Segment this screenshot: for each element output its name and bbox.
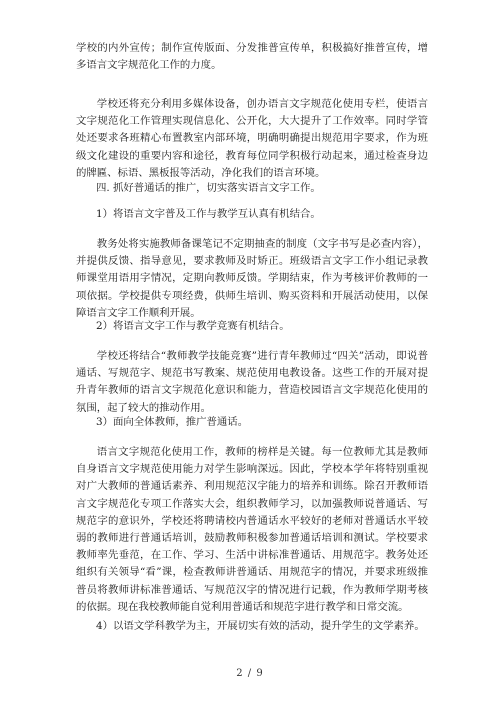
subheading-2: 2）将语言文字工作与教学竞赛有机结合。 [96,320,290,332]
subheading-3: 3）面向全体教师，推广普通话。 [96,416,249,428]
paragraph-teacher-role-model: 语言文字规范化使用工作，教师的榜样是关键。每一位教师尤其是教师自身语言文字规范使用能力对学生影响深远。因此，学校本学年将特别重视对广大教师的普通话素养、利用规范汉字能力的培养和训练。除召开教师语言文字规范化专项工作落实大会，组织教师学习，以加强教师说普通话、写规范字的意识外，学校还将聘请校内普通话水平较好的老师对普通话水平较弱的教师进行普通话培训，鼓励教师积极参加普通话培训和测试。学校要求教师率先垂范，在工作、学习、生活中讲标准普通话、用规范字。教务处还组织有关领导“看”课，检查教师讲普通话、用规范字的情况，并要求班级推普员将教师讲标准普通话、写规范汉字的情况进行记载，作为教师学期考核的依据。现在我校教师能自觉利用普通话和规范字进行教学和日常交流。 [76,446,428,613]
paragraph-lesson-plan-checks: 教务处将实施教师备课笔记不定期抽查的制度（文字书写是必查内容），并提供反馈、指导意见，要求教师及时矫正。班级语言文字工作小组记录教师课堂用语用字情况，定期向教师反馈。学期结束，作为考核评价教师的一项依据。学校提供专项经费，供师生培训、购买资料和开展活动使用，以保障语言文字工作顺利开展。 [76,238,428,319]
subheading-4: 4）以语文学科教学为主，开展切实有效的活动，提升学生的文学素养。 [96,620,425,632]
subheading-1: 1）将语言文字普及工作与教学互认真有机结合。 [96,208,321,220]
paragraph-multimedia-column: 学校还将充分利用多媒体设备，创办语言文字规范化使用专栏，使语言文字规范化工作管理实现信息化、公开化，大大提升了工作效率。同时学管处还要求各班精心布置教室内部环境，明确明确提出规范用字要求，作为班级文化建设的重要内容和途径，教育每位同学积极行动起来，通过检查身边的牌匾、标语、黑板报等活动，净化我们的语言环境。 [76,98,428,179]
page-number: 2 / 9 [236,668,264,679]
paragraph-publicity-continued: 学校的内外宣传；制作宣传版面、分发推普宣传单，积极搞好推普宣传，增多语言文字规范化工作的力度。 [76,42,428,72]
section-heading-promote-mandarin: 四. 抓好普通话的推广，切实落实语言文字工作。 [96,182,321,194]
paragraph-teaching-competition: 学校还将结合“教师教学技能竞赛”进行青年教师过“四关”活动，即说普通话、写规范字、规范书写教案、规范使用电教设备。这些工作的开展对提升青年教师的语言文字规范化意识和能力，营造校园语言文字规范化使用的氛围，起了较大的推动作用。 [76,350,428,414]
